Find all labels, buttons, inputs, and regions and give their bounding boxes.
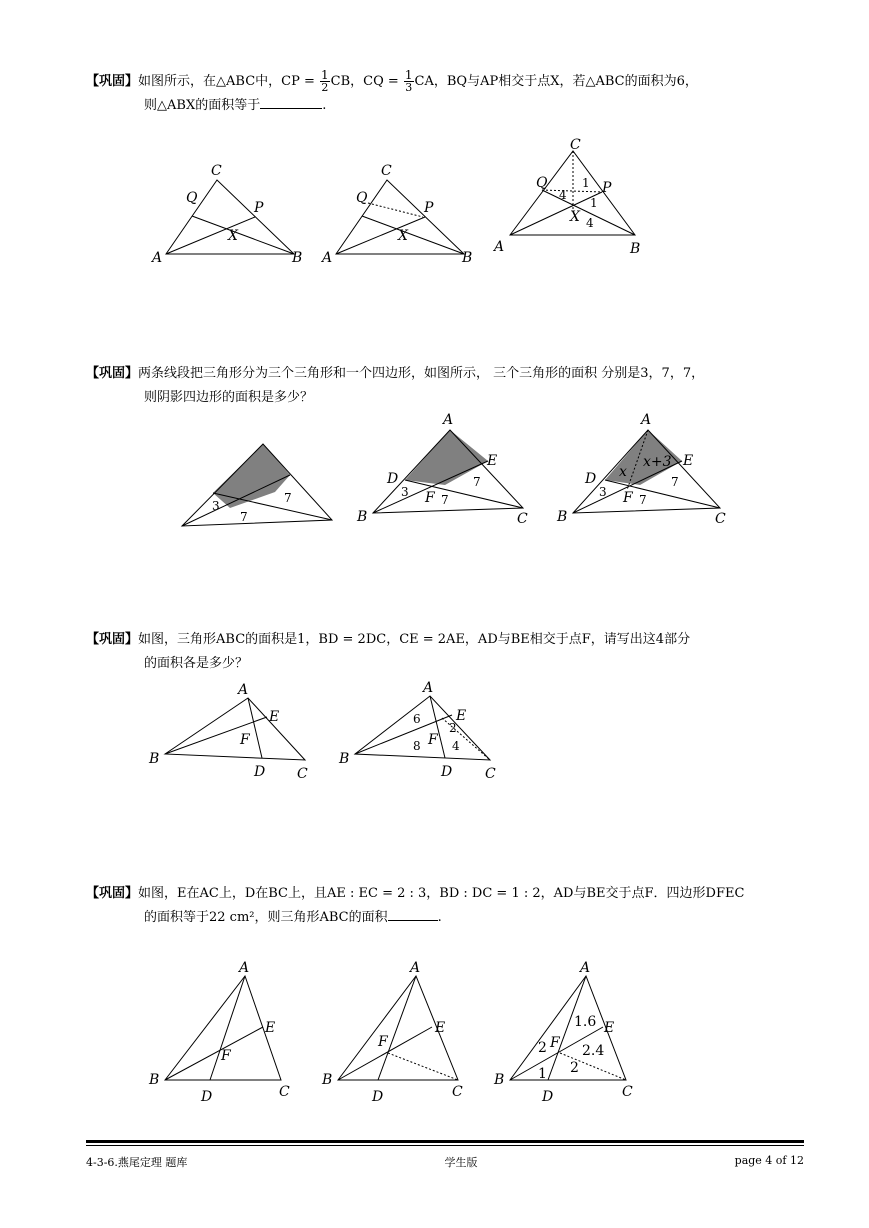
svg-text:4: 4 bbox=[586, 216, 594, 230]
problem-1 bbox=[86, 70, 698, 118]
svg-text:E: E bbox=[435, 1020, 446, 1036]
svg-text:7: 7 bbox=[284, 491, 292, 505]
svg-text:A: A bbox=[239, 960, 250, 976]
figure-2c bbox=[555, 410, 735, 530]
problem-3-line1: 如图，三角形ABC的面积是1，BD = 2DC，CE = 2AE，AD与BE相交于点F，请写出这4部分 bbox=[138, 632, 691, 647]
footer-center-text: 学生版 bbox=[444, 1156, 478, 1169]
problem-1-line2: 则△ABX的面积等于 bbox=[144, 98, 261, 113]
svg-text:C: C bbox=[211, 163, 222, 179]
footer-left-text: 4-3-6.燕尾定理 题库 bbox=[86, 1156, 188, 1169]
svg-text:B: B bbox=[322, 1072, 333, 1088]
problem-1-text-b: CB，CQ = bbox=[330, 74, 403, 89]
svg-text:2: 2 bbox=[449, 721, 457, 735]
svg-text:1.6: 1.6 bbox=[574, 1014, 597, 1030]
problem-4-line2: 的面积等于22 cm²，则三角形ABC的面积 bbox=[144, 910, 388, 925]
problem-1-text-a: 如图所示，在△ABC中，CP = bbox=[138, 74, 319, 89]
svg-text:C: C bbox=[452, 1084, 463, 1100]
problem-4-line1: 如图，E在AC上，D在BC上，且AE : EC = 2 : 3，BD : DC = 1 : 2，AD与BE交于点F．四边形DFEC bbox=[138, 886, 745, 901]
problem-1-tag: 【巩固】 bbox=[86, 74, 139, 89]
problem-4-tag: 【巩固】 bbox=[86, 886, 139, 901]
footer-page-number: page 4 of 12 bbox=[734, 1154, 804, 1167]
problem-4 bbox=[86, 882, 744, 930]
svg-text:x+3: x+3 bbox=[643, 454, 672, 470]
svg-text:B: B bbox=[630, 241, 641, 257]
problem-3 bbox=[86, 628, 690, 676]
svg-text:C: C bbox=[381, 163, 392, 179]
svg-text:E: E bbox=[487, 453, 498, 469]
svg-text:2.4: 2.4 bbox=[582, 1043, 605, 1059]
svg-text:A: A bbox=[410, 960, 421, 976]
svg-text:7: 7 bbox=[671, 475, 679, 489]
svg-text:A: A bbox=[152, 250, 163, 266]
svg-text:B: B bbox=[339, 751, 350, 767]
svg-text:A: A bbox=[443, 412, 454, 428]
svg-text:P: P bbox=[254, 200, 264, 216]
svg-text:F: F bbox=[428, 732, 438, 748]
svg-text:D: D bbox=[441, 764, 453, 780]
svg-text:F: F bbox=[378, 1034, 388, 1050]
problem-2-line2: 则阴影四边形的面积是多少？ bbox=[144, 390, 314, 405]
svg-text:P: P bbox=[602, 180, 612, 196]
svg-text:F: F bbox=[240, 732, 250, 748]
svg-text:D: D bbox=[387, 471, 399, 487]
svg-text:C: C bbox=[279, 1084, 290, 1100]
svg-text:Q: Q bbox=[356, 190, 368, 206]
problem-2 bbox=[86, 362, 704, 410]
svg-text:E: E bbox=[265, 1020, 276, 1036]
svg-text:B: B bbox=[557, 509, 568, 525]
svg-text:A: A bbox=[580, 960, 591, 976]
svg-text:1: 1 bbox=[538, 1066, 547, 1082]
svg-text:1: 1 bbox=[582, 176, 590, 190]
svg-text:B: B bbox=[462, 250, 473, 266]
svg-text:A: A bbox=[423, 680, 434, 696]
svg-text:3: 3 bbox=[212, 499, 220, 513]
svg-text:E: E bbox=[683, 453, 694, 469]
svg-text:A: A bbox=[238, 682, 249, 698]
svg-text:A: A bbox=[322, 250, 333, 266]
svg-text:P: P bbox=[424, 200, 434, 216]
svg-text:B: B bbox=[357, 509, 368, 525]
figure-4b bbox=[318, 958, 488, 1108]
svg-text:D: D bbox=[254, 764, 266, 780]
footer-rule-thin bbox=[86, 1145, 804, 1146]
svg-text:D: D bbox=[372, 1089, 384, 1105]
svg-text:B: B bbox=[494, 1072, 505, 1088]
svg-text:D: D bbox=[585, 471, 597, 487]
svg-text:X: X bbox=[398, 228, 408, 244]
svg-text:A: A bbox=[641, 412, 652, 428]
svg-text:7: 7 bbox=[441, 493, 449, 507]
figure-1c bbox=[490, 135, 660, 265]
svg-text:F: F bbox=[623, 490, 633, 506]
figure-3a bbox=[145, 678, 325, 788]
svg-text:C: C bbox=[297, 766, 308, 782]
svg-text:C: C bbox=[485, 766, 496, 782]
svg-text:C: C bbox=[517, 511, 528, 527]
problem-2-tag: 【巩固】 bbox=[86, 366, 139, 381]
svg-text:7: 7 bbox=[473, 475, 481, 489]
svg-text:1: 1 bbox=[590, 196, 598, 210]
svg-text:D: D bbox=[201, 1089, 213, 1105]
svg-text:C: C bbox=[715, 511, 726, 527]
svg-text:F: F bbox=[550, 1035, 560, 1051]
footer-rule-thick bbox=[86, 1140, 804, 1143]
figure-3b bbox=[335, 678, 515, 788]
svg-text:B: B bbox=[292, 250, 303, 266]
svg-text:8: 8 bbox=[413, 739, 421, 753]
svg-text:2: 2 bbox=[570, 1060, 579, 1076]
svg-text:4: 4 bbox=[559, 188, 567, 202]
fraction-one-third: $\frac{1}{3}$ bbox=[404, 68, 413, 94]
page-footer bbox=[86, 1140, 804, 1170]
figure-4a bbox=[145, 958, 315, 1108]
answer-blank-4 bbox=[388, 908, 438, 921]
problem-2-line1: 两条线段把三角形分为三个三角形和一个四边形，如图所示， 三个三角形的面积 分别是3，7，7， bbox=[138, 366, 705, 381]
svg-text:B: B bbox=[149, 1072, 160, 1088]
svg-text:C: C bbox=[622, 1084, 633, 1100]
svg-text:3: 3 bbox=[401, 485, 409, 499]
figure-1a bbox=[150, 160, 310, 270]
svg-text:X: X bbox=[570, 209, 580, 225]
svg-text:Q: Q bbox=[536, 175, 548, 191]
problem-1-period: . bbox=[322, 98, 327, 113]
problem-3-tag: 【巩固】 bbox=[86, 632, 139, 647]
figure-2b bbox=[355, 410, 535, 530]
svg-text:A: A bbox=[494, 239, 505, 255]
svg-text:4: 4 bbox=[452, 739, 460, 753]
answer-blank-1 bbox=[260, 96, 322, 109]
problem-3-line2: 的面积各是多少？ bbox=[144, 656, 249, 671]
svg-text:Q: Q bbox=[186, 190, 198, 206]
svg-text:B: B bbox=[149, 751, 160, 767]
svg-text:x: x bbox=[619, 464, 627, 480]
svg-text:X: X bbox=[228, 228, 238, 244]
problem-4-period: . bbox=[437, 910, 442, 925]
svg-text:D: D bbox=[542, 1089, 554, 1105]
fraction-one-half: $\frac{1}{2}$ bbox=[321, 68, 329, 94]
figure-1b bbox=[320, 160, 480, 270]
svg-text:E: E bbox=[604, 1020, 615, 1036]
svg-text:E: E bbox=[456, 708, 467, 724]
svg-text:3: 3 bbox=[599, 485, 607, 499]
svg-text:C: C bbox=[570, 137, 581, 153]
svg-text:7: 7 bbox=[240, 510, 248, 524]
svg-text:E: E bbox=[269, 709, 280, 725]
svg-text:F: F bbox=[221, 1048, 231, 1064]
svg-text:7: 7 bbox=[639, 493, 647, 507]
figure-2a bbox=[180, 440, 340, 535]
figure-4c bbox=[490, 958, 660, 1108]
svg-text:F: F bbox=[425, 490, 435, 506]
svg-text:2: 2 bbox=[538, 1040, 547, 1056]
svg-text:6: 6 bbox=[413, 712, 421, 726]
problem-1-text-c: CA，BQ与AP相交于点X，若△ABC的面积为6， bbox=[414, 74, 698, 89]
